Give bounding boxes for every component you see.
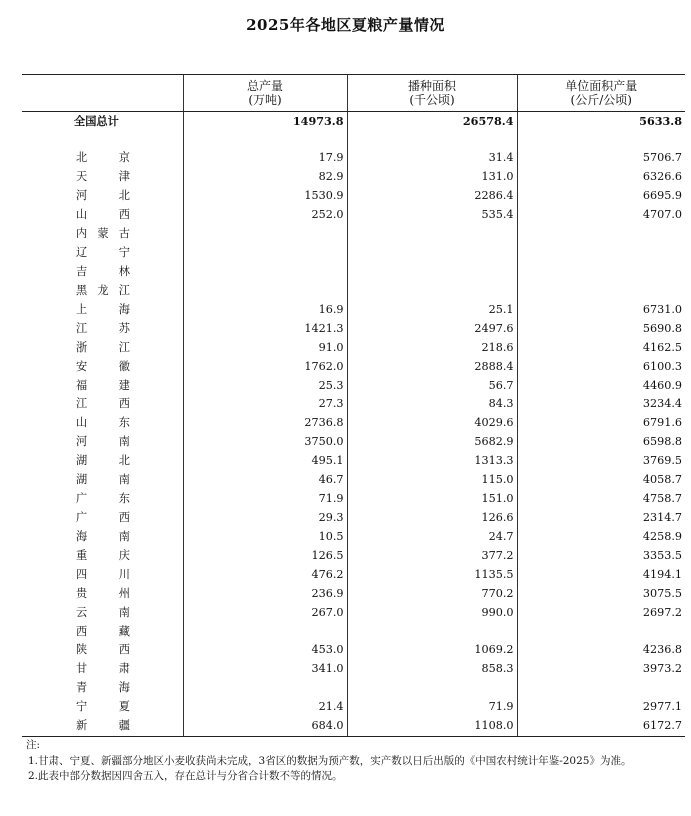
table-row — [22, 395, 685, 414]
table-row — [22, 168, 685, 187]
region-output: 684.0 — [183, 717, 347, 736]
region-yield — [517, 622, 685, 641]
region-output: 17.9 — [183, 149, 347, 168]
region-area: 770.2 — [347, 584, 517, 603]
region-yield: 6695.9 — [517, 187, 685, 206]
region-name: 新疆 — [76, 719, 130, 733]
region-yield: 4258.9 — [517, 527, 685, 546]
table-row — [22, 490, 685, 509]
region-area: 84.3 — [347, 395, 517, 414]
region-yield: 3769.5 — [517, 452, 685, 471]
header-output-unit: (万吨) — [248, 93, 282, 107]
region-name: 上海 — [76, 302, 130, 316]
header-yield-label: 单位面积产量 — [565, 79, 638, 93]
region-name: 黑龙江 — [76, 283, 130, 297]
region-yield: 3973.2 — [517, 660, 685, 679]
summer-grain-table — [22, 74, 685, 737]
region-output: 71.9 — [183, 490, 347, 509]
header-yield — [517, 75, 685, 112]
region-output: 10.5 — [183, 527, 347, 546]
header-area-label: 播种面积 — [407, 79, 456, 93]
region-output: 476.2 — [183, 565, 347, 584]
table-row — [22, 244, 685, 263]
region-name: 云南 — [76, 605, 130, 619]
region-output: 82.9 — [183, 168, 347, 187]
region-output — [183, 281, 347, 300]
region-area: 990.0 — [347, 603, 517, 622]
region-output: 495.1 — [183, 452, 347, 471]
table-row — [22, 225, 685, 244]
table-row — [22, 527, 685, 546]
region-yield — [517, 679, 685, 698]
region-name: 青海 — [76, 681, 130, 695]
region-output: 267.0 — [183, 603, 347, 622]
region-yield: 4236.8 — [517, 641, 685, 660]
region-yield: 6731.0 — [517, 300, 685, 319]
region-yield: 6326.6 — [517, 168, 685, 187]
table-row — [22, 338, 685, 357]
region-area: 2888.4 — [347, 357, 517, 376]
region-output: 1421.3 — [183, 319, 347, 338]
region-area — [347, 281, 517, 300]
region-name: 安徽 — [76, 359, 130, 373]
region-name: 河南 — [76, 435, 130, 449]
region-name: 内蒙古 — [76, 227, 130, 241]
region-area: 151.0 — [347, 490, 517, 509]
table-row — [22, 679, 685, 698]
region-name: 浙江 — [76, 340, 130, 354]
table-row — [22, 376, 685, 395]
table-row — [22, 622, 685, 641]
region-area: 1135.5 — [347, 565, 517, 584]
region-area — [347, 225, 517, 244]
table-row — [22, 641, 685, 660]
total-output: 14973.8 — [183, 112, 347, 133]
page-title: 2025年各地区夏粮产量情况 — [246, 16, 445, 34]
total-name: 全国总计 — [74, 114, 119, 128]
region-yield: 6791.6 — [517, 414, 685, 433]
region-output — [183, 244, 347, 263]
region-area: 2286.4 — [347, 187, 517, 206]
region-yield: 6172.7 — [517, 717, 685, 736]
table-row — [22, 565, 685, 584]
table-row — [22, 698, 685, 717]
region-yield: 4194.1 — [517, 565, 685, 584]
region-area: 218.6 — [347, 338, 517, 357]
region-output: 1762.0 — [183, 357, 347, 376]
notes-label: 注: — [26, 739, 41, 751]
region-name: 海南 — [76, 529, 130, 543]
region-name: 吉林 — [76, 264, 130, 278]
region-area — [347, 679, 517, 698]
region-yield: 4162.5 — [517, 338, 685, 357]
region-name: 山西 — [76, 208, 130, 222]
header-area-unit: (千公顷) — [409, 93, 455, 107]
header-output — [183, 75, 347, 112]
table-row — [22, 187, 685, 206]
table-row — [22, 452, 685, 471]
note-item-1: 1.甘肃、宁夏、新疆部分地区小麦收获尚未完成，3省区的数据为预产数，实产数以日后出版的《中国农村统计年鉴-2025》为准。 — [28, 754, 632, 767]
region-yield: 2977.1 — [517, 698, 685, 717]
table-row — [22, 717, 685, 736]
region-name: 甘肃 — [76, 662, 130, 676]
table-row — [22, 660, 685, 679]
region-area: 31.4 — [347, 149, 517, 168]
region-area: 1313.3 — [347, 452, 517, 471]
region-yield: 6598.8 — [517, 433, 685, 452]
header-area — [347, 75, 517, 112]
region-area: 25.1 — [347, 300, 517, 319]
table-row — [22, 206, 685, 225]
region-yield: 2314.7 — [517, 509, 685, 528]
table-row — [22, 509, 685, 528]
table-row — [22, 263, 685, 282]
table-row — [22, 281, 685, 300]
region-yield: 2697.2 — [517, 603, 685, 622]
region-name: 山东 — [76, 416, 130, 430]
region-area — [347, 244, 517, 263]
region-yield: 4707.0 — [517, 206, 685, 225]
total-row — [22, 112, 685, 133]
region-yield — [517, 244, 685, 263]
table-row — [22, 357, 685, 376]
region-name: 北京 — [76, 151, 130, 165]
table-row — [22, 414, 685, 433]
region-area — [347, 622, 517, 641]
table-row — [22, 471, 685, 490]
region-area: 56.7 — [347, 376, 517, 395]
region-name: 湖南 — [76, 473, 130, 487]
total-yield: 5633.8 — [517, 112, 685, 133]
region-output: 91.0 — [183, 338, 347, 357]
region-area: 535.4 — [347, 206, 517, 225]
region-output: 25.3 — [183, 376, 347, 395]
note-item-2: 2.此表中部分数据因四舍五入，存在总计与分省合计数不等的情况。 — [28, 770, 343, 782]
header-region — [22, 75, 183, 112]
region-output: 29.3 — [183, 509, 347, 528]
region-output: 1530.9 — [183, 187, 347, 206]
region-output: 3750.0 — [183, 433, 347, 452]
region-yield — [517, 225, 685, 244]
region-output: 21.4 — [183, 698, 347, 717]
region-area: 858.3 — [347, 660, 517, 679]
region-output: 126.5 — [183, 546, 347, 565]
region-name: 宁夏 — [76, 700, 130, 714]
region-yield: 3234.4 — [517, 395, 685, 414]
region-output: 453.0 — [183, 641, 347, 660]
region-area: 126.6 — [347, 509, 517, 528]
region-name: 广东 — [76, 492, 130, 506]
notes-section — [28, 738, 668, 785]
region-name: 福建 — [76, 378, 130, 392]
region-output: 2736.8 — [183, 414, 347, 433]
region-yield: 3353.5 — [517, 546, 685, 565]
region-yield — [517, 281, 685, 300]
region-output: 236.9 — [183, 584, 347, 603]
region-yield: 5690.8 — [517, 319, 685, 338]
region-output — [183, 225, 347, 244]
table-header-row — [22, 75, 685, 112]
table-row — [22, 433, 685, 452]
region-name: 江苏 — [76, 321, 130, 335]
region-name: 重庆 — [76, 548, 130, 562]
region-name: 辽宁 — [76, 246, 130, 260]
region-name: 河北 — [76, 189, 130, 203]
region-output: 252.0 — [183, 206, 347, 225]
region-area: 1108.0 — [347, 717, 517, 736]
table-row — [22, 603, 685, 622]
region-yield: 4758.7 — [517, 490, 685, 509]
region-yield: 5706.7 — [517, 149, 685, 168]
region-output: 46.7 — [183, 471, 347, 490]
region-output — [183, 263, 347, 282]
region-name: 天津 — [76, 170, 130, 184]
region-yield: 4460.9 — [517, 376, 685, 395]
region-area: 4029.6 — [347, 414, 517, 433]
table-row — [22, 319, 685, 338]
region-output: 341.0 — [183, 660, 347, 679]
total-area: 26578.4 — [347, 112, 517, 133]
spacer-row — [22, 132, 685, 149]
region-area: 71.9 — [347, 698, 517, 717]
header-yield-unit: (公斤/公顷) — [570, 93, 632, 107]
table-row — [22, 546, 685, 565]
region-name: 湖北 — [76, 454, 130, 468]
region-yield: 3075.5 — [517, 584, 685, 603]
table-row — [22, 584, 685, 603]
region-output — [183, 679, 347, 698]
region-area: 377.2 — [347, 546, 517, 565]
region-area: 24.7 — [347, 527, 517, 546]
region-name: 陕西 — [76, 643, 130, 657]
region-area: 131.0 — [347, 168, 517, 187]
region-area: 115.0 — [347, 471, 517, 490]
region-area: 1069.2 — [347, 641, 517, 660]
region-area: 2497.6 — [347, 319, 517, 338]
table-row — [22, 149, 685, 168]
region-name: 江西 — [76, 397, 130, 411]
header-output-label: 总产量 — [246, 79, 283, 93]
region-yield: 4058.7 — [517, 471, 685, 490]
region-output: 16.9 — [183, 300, 347, 319]
region-yield: 6100.3 — [517, 357, 685, 376]
region-name: 四川 — [76, 567, 130, 581]
table-row — [22, 300, 685, 319]
region-output — [183, 622, 347, 641]
region-name: 西藏 — [76, 624, 130, 638]
region-area — [347, 263, 517, 282]
region-name: 广西 — [76, 510, 130, 524]
region-name: 贵州 — [76, 586, 130, 600]
region-area: 5682.9 — [347, 433, 517, 452]
region-output: 27.3 — [183, 395, 347, 414]
region-yield — [517, 263, 685, 282]
